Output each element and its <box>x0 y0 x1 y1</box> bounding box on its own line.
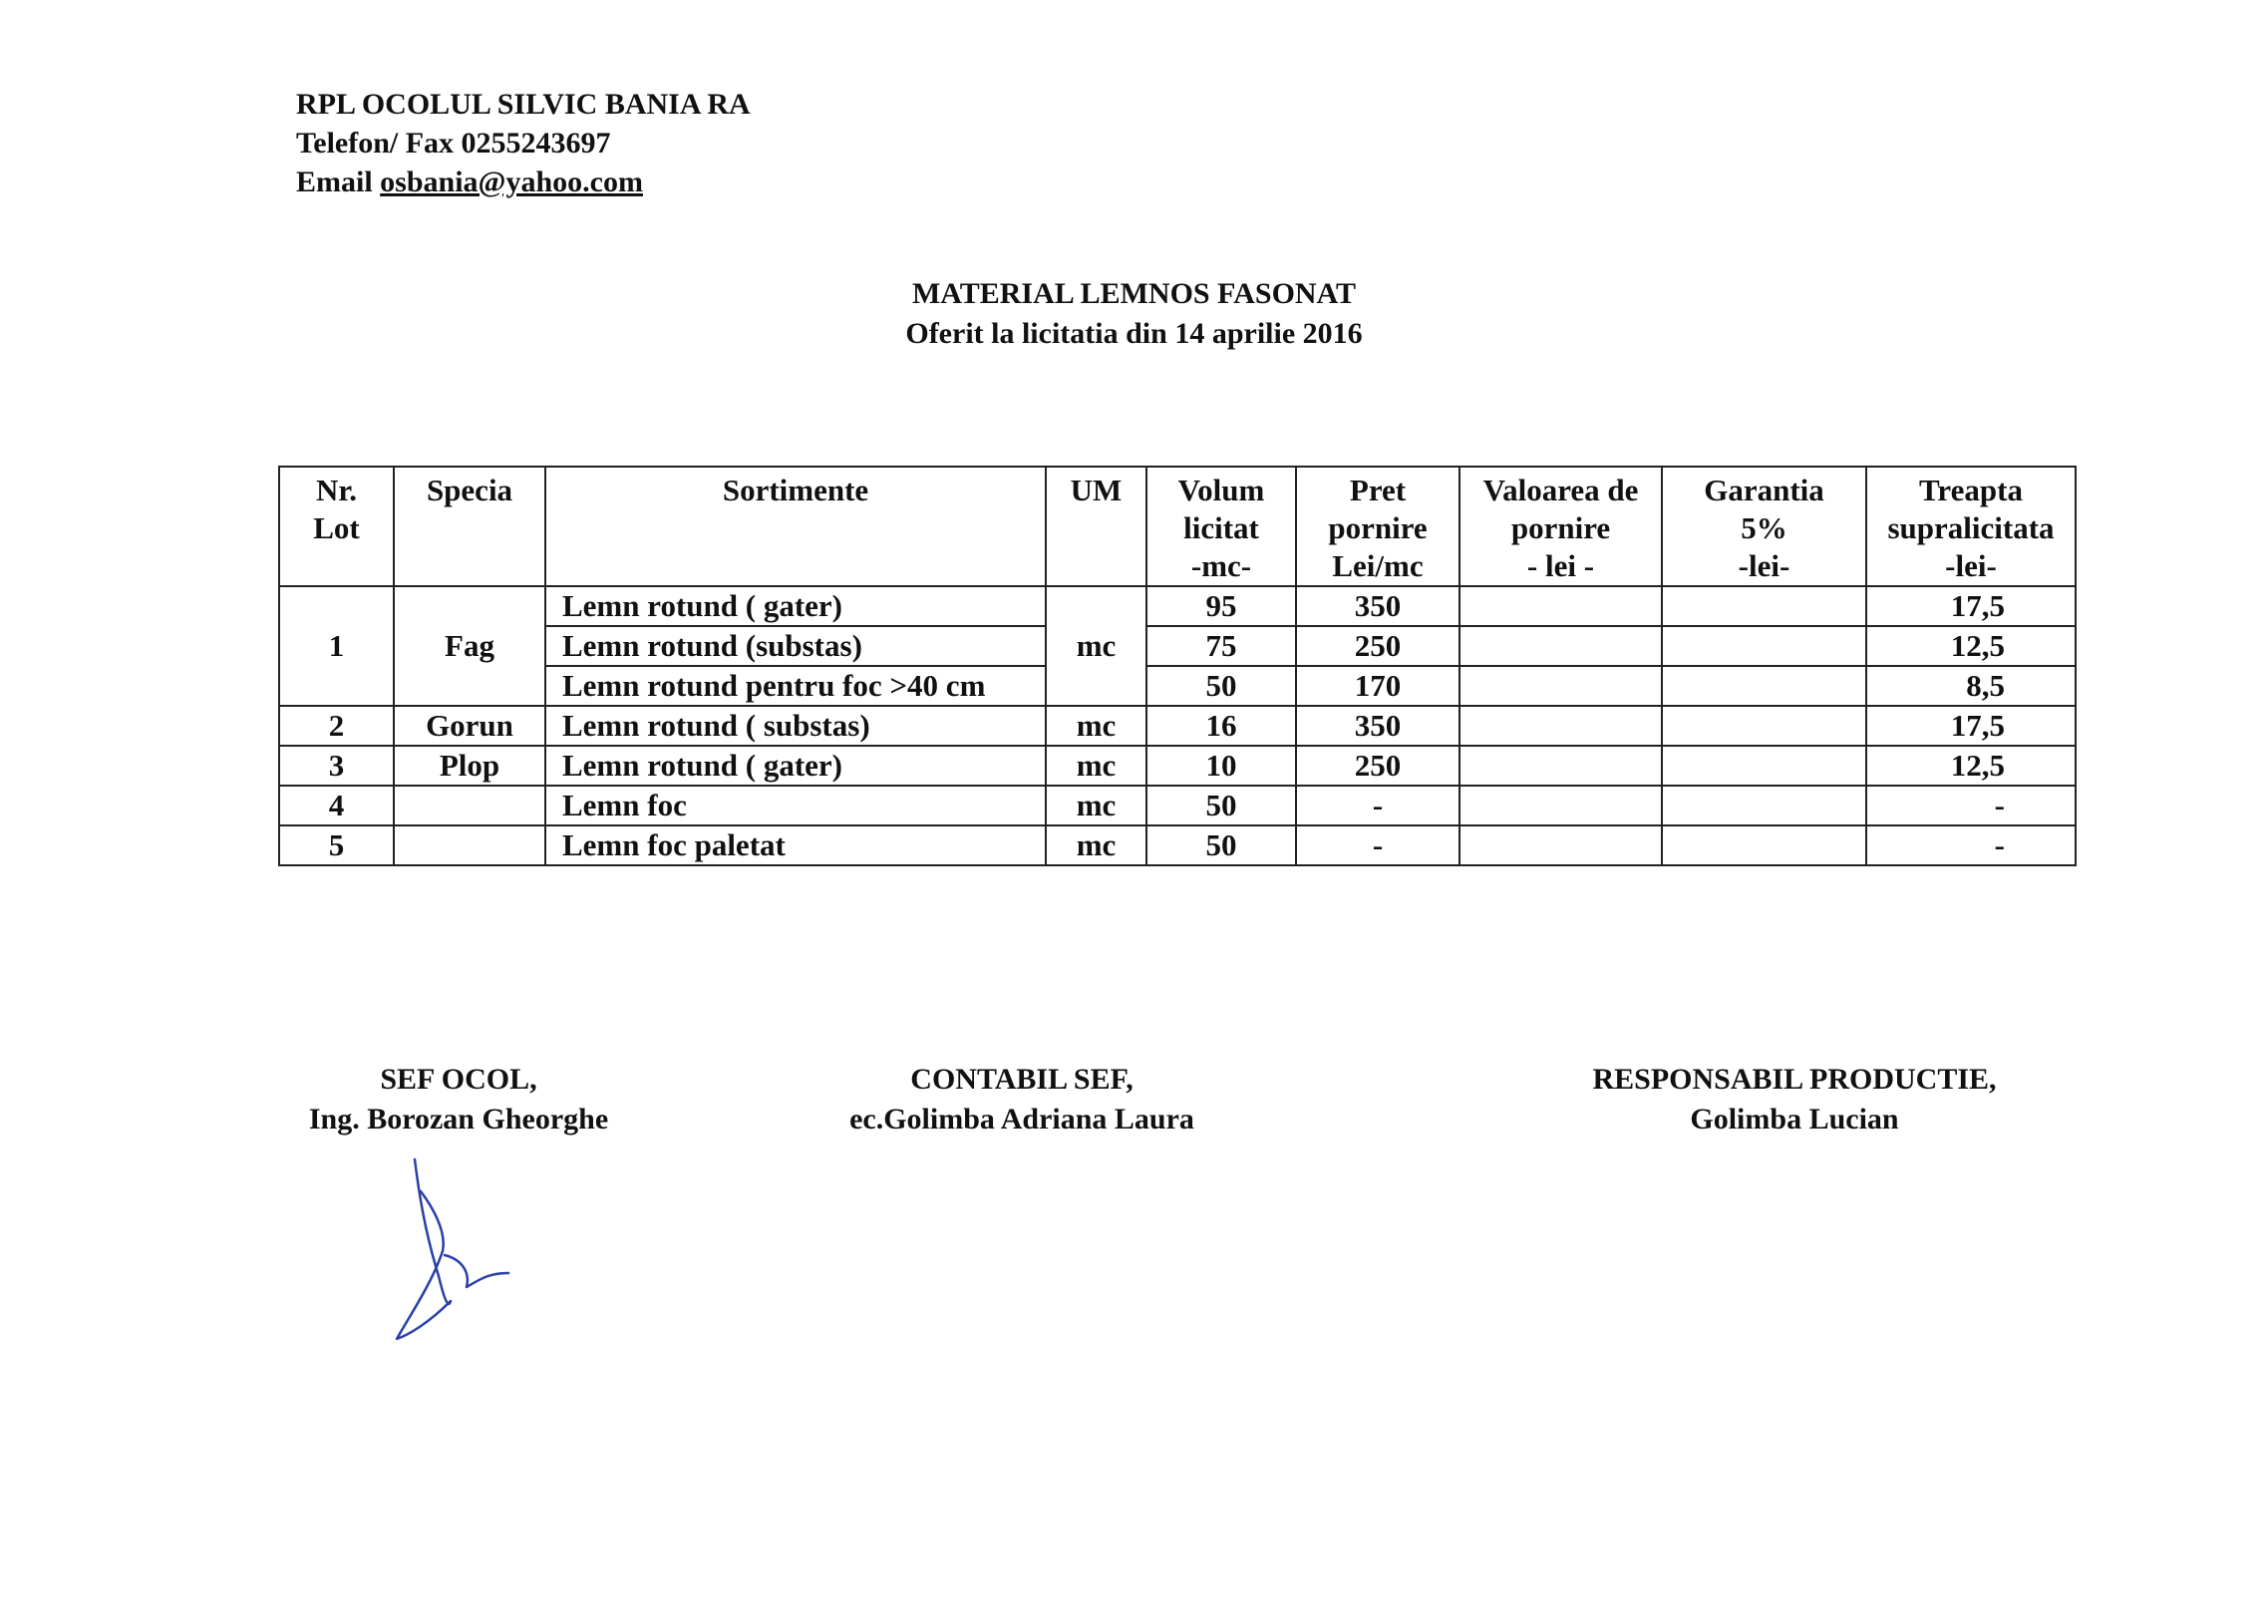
table-row <box>279 706 2076 746</box>
header-pret: Pret pornire Lei/mc <box>1296 467 1459 586</box>
table-row <box>279 626 2076 666</box>
cell-volum: 16 <box>1146 706 1296 746</box>
cell-um: mc <box>1046 825 1146 865</box>
signature-block-contabil-sef <box>788 1060 1256 1139</box>
cell-sortiment: Lemn rotund ( gater) <box>545 586 1046 626</box>
title-main: MATERIAL LEMNOS FASONAT <box>911 277 1357 310</box>
cell-pret: - <box>1296 786 1459 825</box>
header-specia: Specia <box>394 467 545 586</box>
cell-valoare <box>1459 706 1662 746</box>
phone-fax: Telefon/ Fax 0255243697 <box>296 127 611 160</box>
cell-valoare <box>1459 666 1662 706</box>
cell-pret: 250 <box>1296 626 1459 666</box>
cell-treapta: - <box>1866 825 2076 865</box>
cell-treapta: 8,5 <box>1866 666 2076 706</box>
cell-volum: 95 <box>1146 586 1296 626</box>
email-label: Email <box>296 165 373 198</box>
header-garantia: Garantia 5% -lei- <box>1662 467 1866 586</box>
header-treapta: Treapta supralicitata -lei- <box>1866 467 2076 586</box>
signature-role: CONTABIL SEF, <box>910 1063 1134 1096</box>
cell-treapta: 12,5 <box>1866 626 2076 666</box>
cell-um: mc <box>1046 706 1146 746</box>
lots-table <box>278 466 2077 866</box>
cell-volum: 50 <box>1146 666 1296 706</box>
signature-name: Ing. Borozan Gheorghe <box>308 1103 609 1136</box>
cell-specia: Fag <box>394 586 545 706</box>
cell-garantie <box>1662 706 1866 746</box>
cell-um: mc <box>1046 786 1146 825</box>
cell-specia <box>394 825 545 865</box>
signature-block-responsabil-productie <box>1535 1060 2054 1139</box>
cell-lot: 5 <box>279 825 394 865</box>
cell-sortiment: Lemn rotund (substas) <box>545 626 1046 666</box>
header-sortimente: Sortimente <box>545 467 1046 586</box>
email-link[interactable]: osbania@yahoo.com <box>380 165 643 198</box>
table-row <box>279 825 2076 865</box>
cell-lot: 1 <box>279 586 394 706</box>
title-subtitle: Oferit la licitatia din 14 aprilie 2016 <box>905 317 1363 350</box>
cell-lot: 3 <box>279 746 394 786</box>
handwritten-signature <box>389 1151 528 1341</box>
cell-specia <box>394 786 545 825</box>
cell-sortiment: Lemn foc <box>545 786 1046 825</box>
cell-volum: 50 <box>1146 786 1296 825</box>
cell-pret: 170 <box>1296 666 1459 706</box>
cell-lot: 2 <box>279 706 394 746</box>
signature-role: RESPONSABIL PRODUCTIE, <box>1592 1063 1997 1096</box>
cell-pret: 250 <box>1296 746 1459 786</box>
cell-pret: - <box>1296 825 1459 865</box>
table-row <box>279 666 2076 706</box>
cell-sortiment: Lemn foc paletat <box>545 825 1046 865</box>
cell-sortiment: Lemn rotund ( substas) <box>545 706 1046 746</box>
signature-stroke <box>397 1159 508 1339</box>
cell-garantie <box>1662 786 1866 825</box>
header-valoarea: Valoarea de pornire - lei - <box>1459 467 1662 586</box>
cell-garantie <box>1662 586 1866 626</box>
table-row <box>279 746 2076 786</box>
signature-role: SEF OCOL, <box>380 1063 537 1096</box>
organization-name: RPL OCOLUL SILVIC BANIA RA <box>296 88 751 121</box>
cell-garantie <box>1662 825 1866 865</box>
cell-specia: Plop <box>394 746 545 786</box>
cell-um: mc <box>1046 746 1146 786</box>
table-header-row <box>279 467 2076 586</box>
cell-pret: 350 <box>1296 586 1459 626</box>
cell-lot: 4 <box>279 786 394 825</box>
cell-valoare <box>1459 786 1662 825</box>
cell-treapta: 17,5 <box>1866 586 2076 626</box>
cell-treapta: 17,5 <box>1866 706 2076 746</box>
cell-valoare <box>1459 626 1662 666</box>
cell-um: mc <box>1046 586 1146 706</box>
document-header <box>296 85 751 201</box>
cell-garantie <box>1662 746 1866 786</box>
cell-volum: 75 <box>1146 626 1296 666</box>
header-lot: Nr. Lot <box>279 467 394 586</box>
signature-block-sef-ocol <box>259 1060 658 1139</box>
table-row <box>279 786 2076 825</box>
document-title <box>0 274 2268 354</box>
cell-valoare <box>1459 746 1662 786</box>
cell-volum: 50 <box>1146 825 1296 865</box>
header-um: UM <box>1046 467 1146 586</box>
header-volum: Volum licitat -mc- <box>1146 467 1296 586</box>
cell-volum: 10 <box>1146 746 1296 786</box>
cell-valoare <box>1459 825 1662 865</box>
cell-garantie <box>1662 666 1866 706</box>
cell-treapta: - <box>1866 786 2076 825</box>
cell-pret: 350 <box>1296 706 1459 746</box>
table-row <box>279 586 2076 626</box>
signature-name: ec.Golimba Adriana Laura <box>849 1103 1194 1136</box>
cell-valoare <box>1459 586 1662 626</box>
email-line <box>296 162 751 201</box>
cell-garantie <box>1662 626 1866 666</box>
cell-sortiment: Lemn rotund pentru foc >40 cm <box>545 666 1046 706</box>
cell-sortiment: Lemn rotund ( gater) <box>545 746 1046 786</box>
cell-specia: Gorun <box>394 706 545 746</box>
cell-treapta: 12,5 <box>1866 746 2076 786</box>
signature-name: Golimba Lucian <box>1690 1103 1899 1136</box>
